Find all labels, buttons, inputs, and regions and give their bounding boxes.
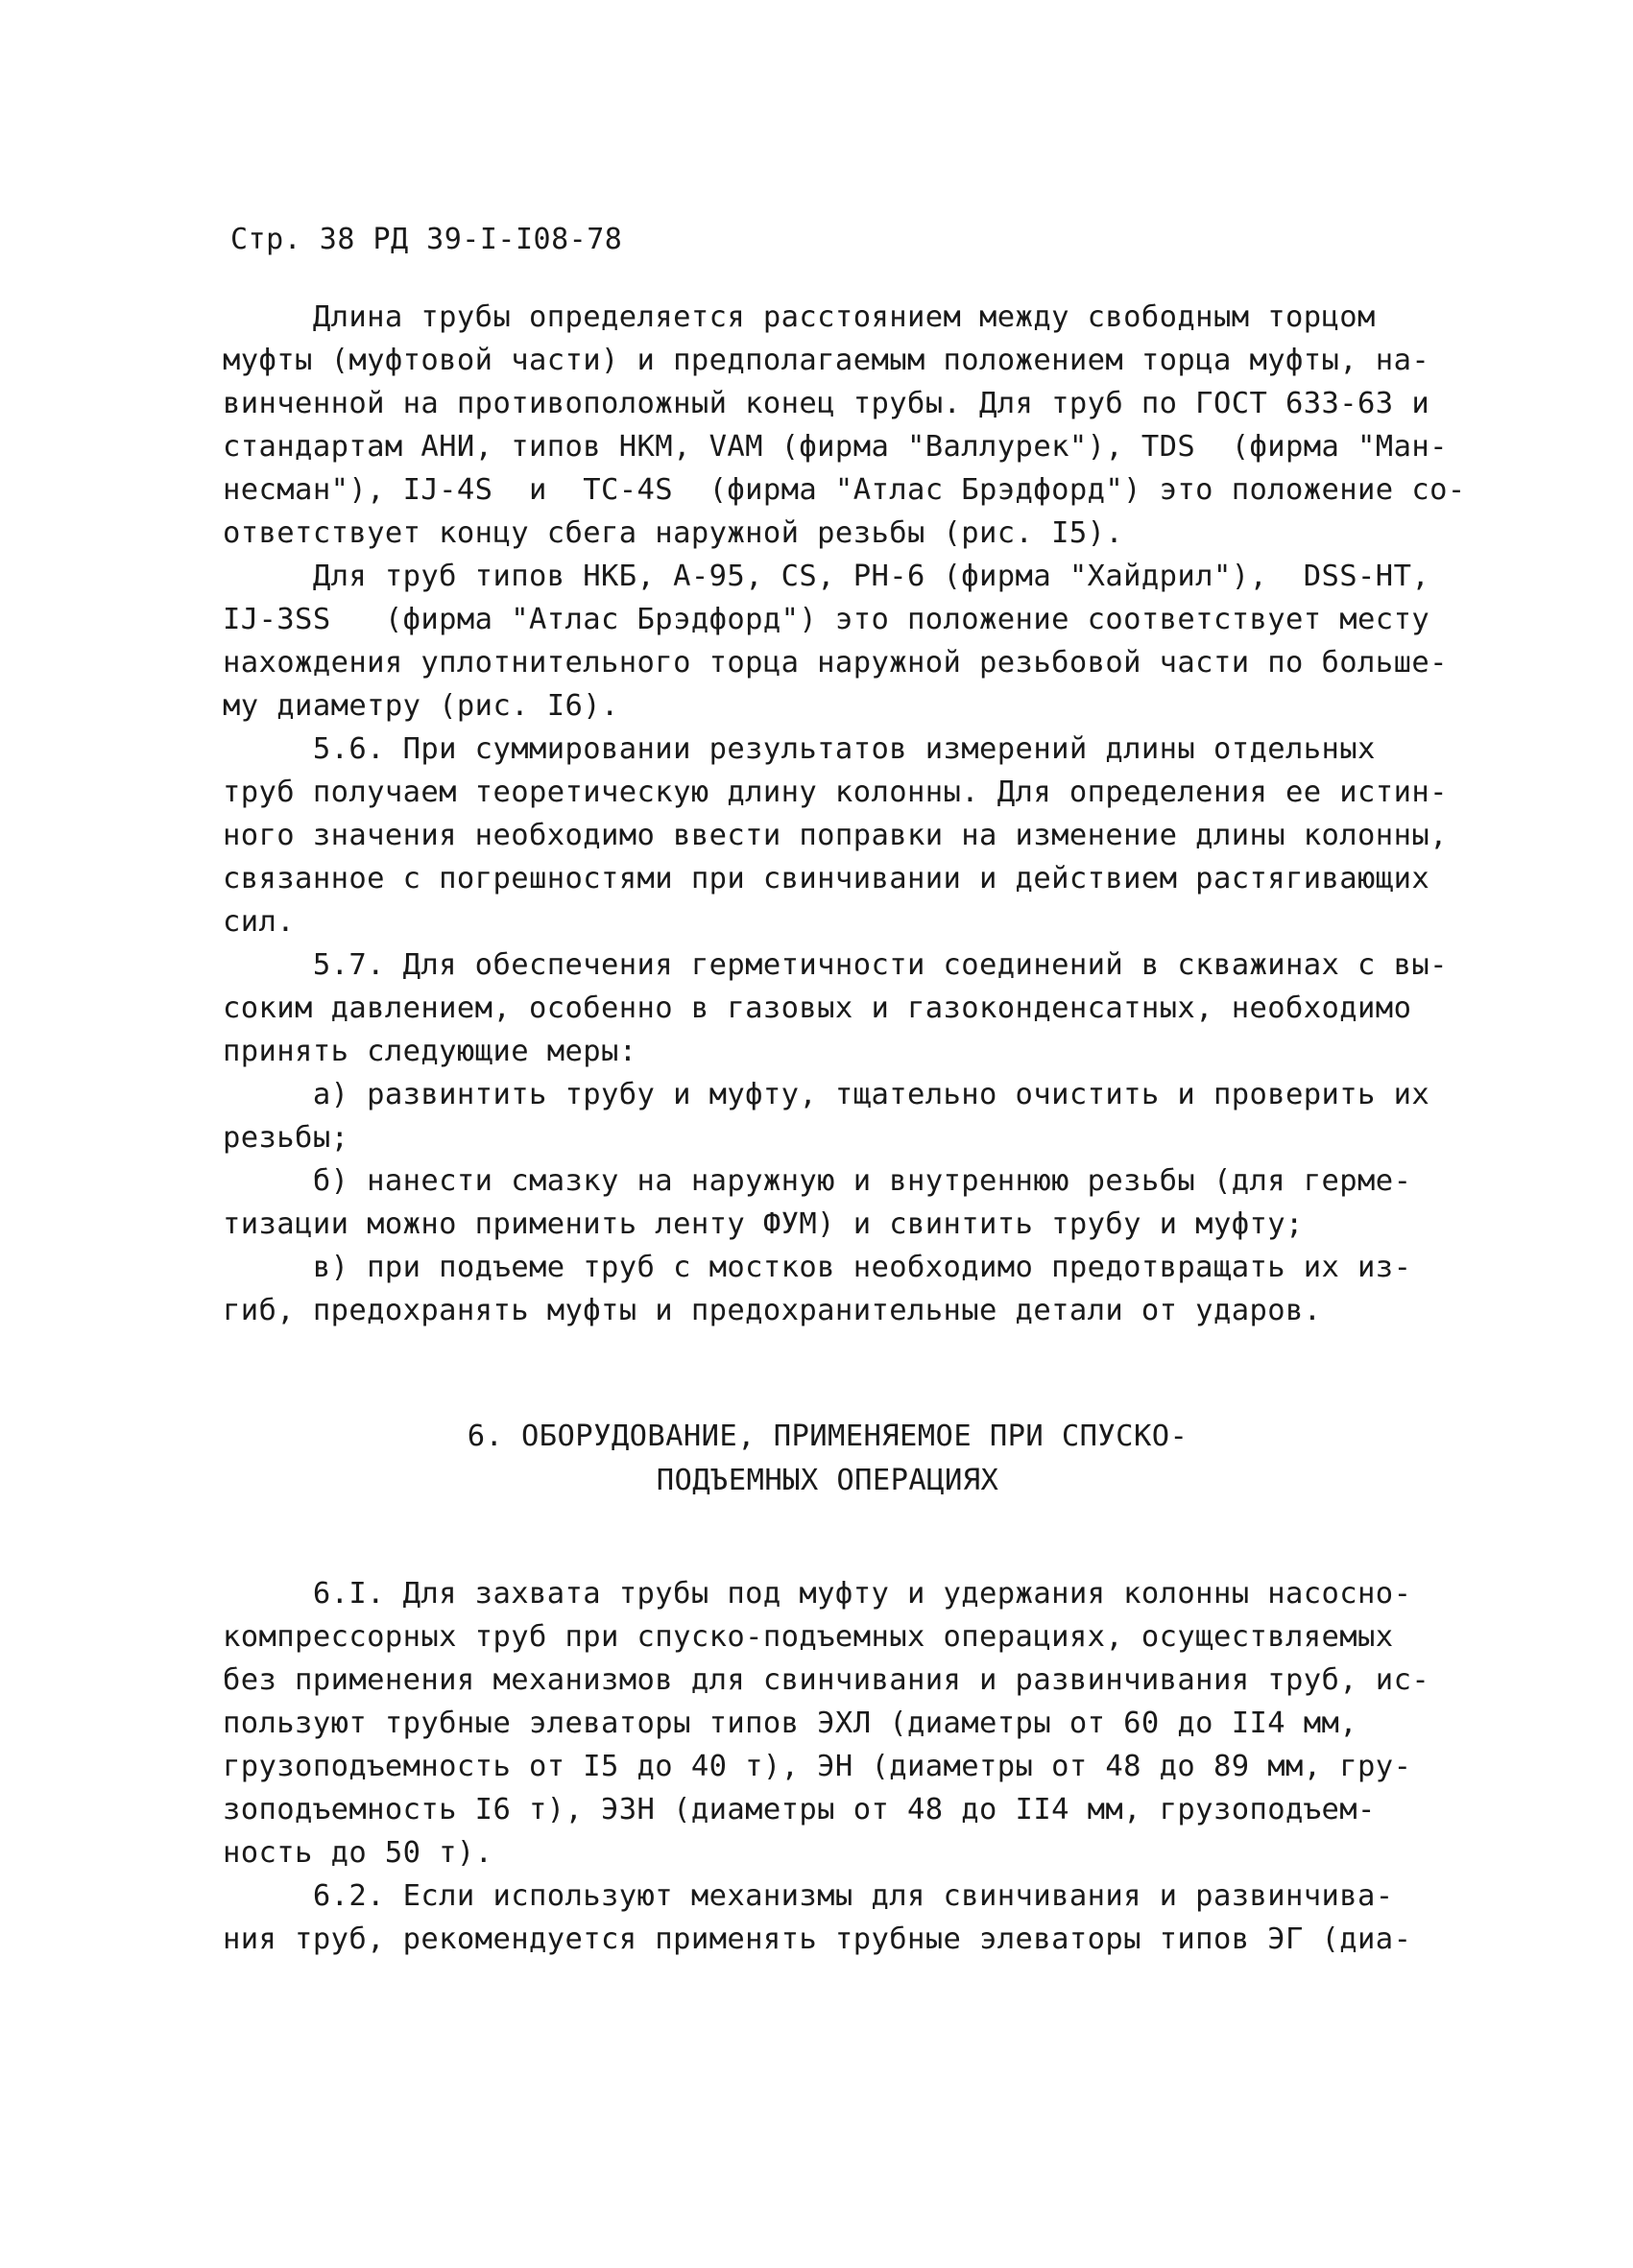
text-line: 5.7. Для обеспечения герметичности соединений в скважинах с вы- xyxy=(223,948,1448,982)
text-line: зоподъемность I6 т), ЭЗН (диаметры от 48 до II4 мм, грузоподъем- xyxy=(223,1793,1376,1826)
section-heading xyxy=(223,1415,1432,1503)
text-line: в) при подъеме труб с мостков необходимо предотвращать их из- xyxy=(223,1251,1412,1284)
text-line: 6.I. Для захвата трубы под муфту и удержания колонны насосно- xyxy=(223,1577,1412,1611)
text-line: 6.2. Если используют механизмы для свинчивания и развинчива- xyxy=(223,1879,1394,1913)
text-line: а) развинтить трубу и муфту, тщательно очистить и проверить их xyxy=(223,1078,1430,1111)
text-line: без применения механизмов для свинчивания и развинчивания труб, ис- xyxy=(223,1663,1430,1697)
text-line: Длина трубы определяется расстоянием между свободным торцом xyxy=(223,300,1376,334)
text-line: соким давлением, особенно в газовых и газоконденсатных, необходимо xyxy=(223,991,1412,1025)
text-line: резьбы; xyxy=(223,1121,349,1155)
text-line: ния труб, рекомендуется применять трубные элеваторы типов ЭГ (диа- xyxy=(223,1922,1412,1956)
text-line: несман"), IJ-4S и TC-4S (фирма "Атлас Брэдфорд") это положение со- xyxy=(223,473,1466,507)
text-line: Для труб типов НКБ, А-95, CS, РН-6 (фирма "Хайдрил"), DSS-HT, xyxy=(223,560,1430,593)
text-line: IJ-3SS (фирма "Атлас Брэдфорд") это положение соответствует месту xyxy=(223,603,1430,636)
text-line: труб получаем теоретическую длину колонны. Для определения ее истин- xyxy=(223,776,1448,809)
text-line: компрессорных труб при спуско-подъемных операциях, осуществляемых xyxy=(223,1620,1394,1654)
text-line: сил. xyxy=(223,905,296,939)
section-6-text xyxy=(223,1572,1432,1961)
text-line: б) нанести смазку на наружную и внутреннюю резьбы (для герме- xyxy=(223,1164,1412,1198)
text-line: пользуют трубные элеваторы типов ЭХЛ (диаметры от 60 до II4 мм, xyxy=(223,1707,1358,1740)
page-header: Стр. 38 РД 39-I-I08-78 xyxy=(230,223,623,256)
text-line: винченной на противоположный конец трубы. Для труб по ГОСТ 633-63 и xyxy=(223,387,1430,420)
text-line: связанное с погрешностями при свинчивании и действием растягивающих xyxy=(223,862,1430,895)
text-line: 5.6. При суммировании результатов измерений длины отдельных xyxy=(223,732,1376,766)
text-line: стандартам АНИ, типов НКМ, VAM (фирма "Валлурек"), TDS (фирма "Ман- xyxy=(223,430,1448,464)
section-heading-line: 6. ОБОРУДОВАНИЕ, ПРИМЕНЯЕМОЕ ПРИ СПУСКО- xyxy=(467,1420,1189,1453)
text-line: ного значения необходимо ввести поправки на изменение длины колонны, xyxy=(223,819,1448,852)
text-line: муфты (муфтовой части) и предполагаемым положением торца муфты, на- xyxy=(223,344,1430,377)
section-heading-line: ПОДЪЕМНЫХ ОПЕРАЦИЯХ xyxy=(656,1464,999,1497)
text-line: му диаметру (рис. I6). xyxy=(223,689,619,723)
body-text xyxy=(223,296,1466,1332)
text-line: гиб, предохранять муфты и предохранительные детали от ударов. xyxy=(223,1294,1322,1327)
text-line: грузоподъемность от I5 до 40 т), ЭН (диаметры от 48 до 89 мм, гру- xyxy=(223,1750,1412,1783)
text-line: ответствует концу сбега наружной резьбы (рис. I5). xyxy=(223,516,1124,550)
text-line: тизации можно применить ленту ФУМ) и свинтить трубу и муфту; xyxy=(223,1207,1304,1241)
text-line: принять следующие меры: xyxy=(223,1035,637,1068)
text-line: ность до 50 т). xyxy=(223,1836,493,1870)
text-line: нахождения уплотнительного торца наружной резьбовой части по больше- xyxy=(223,646,1448,680)
